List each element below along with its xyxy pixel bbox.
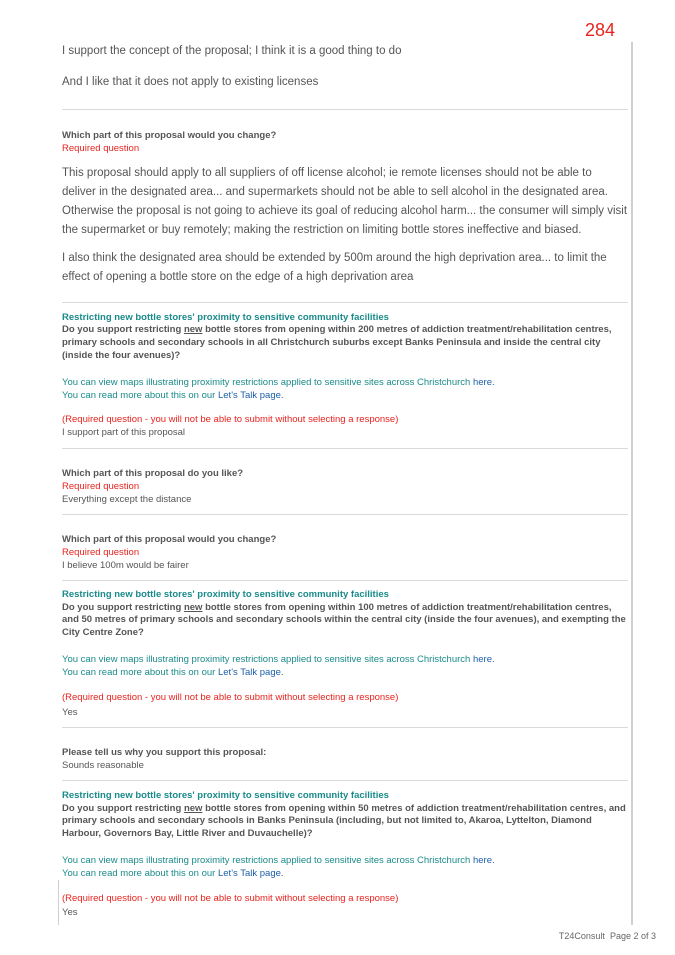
lets-talk-link-2[interactable]: Let's Talk page. bbox=[217, 666, 284, 678]
read-more-info-3: You can read more about this on our Let's Talk page. bbox=[62, 867, 284, 879]
underlined-new: new bbox=[183, 601, 203, 613]
maps-link-2[interactable]: here. bbox=[472, 653, 495, 665]
like-answer: Everything except the distance bbox=[62, 493, 192, 505]
divider bbox=[62, 448, 628, 449]
intro-answer-line-1: I support the concept of the proposal; I think it is a good thing to do bbox=[62, 45, 402, 57]
section-heading-1: Restricting new bottle stores' proximity to sensitive community facilities bbox=[62, 311, 389, 323]
maps-info-3: You can view maps illustrating proximity restrictions applied to sensitive sites across Christchurch here. bbox=[62, 854, 495, 866]
divider bbox=[62, 780, 628, 781]
proposal-question-2: Do you support restricting new bottle stores from opening within 100 metres of addiction treatment/rehabilitation centres, and 50 metres of primary schools and secondary schools within the central city (inside the four avenues), and exempting the City Centre Zone? bbox=[62, 601, 626, 639]
change-question-1: Which part of this proposal would you change? bbox=[62, 130, 277, 141]
footer-brand: T24Consult bbox=[558, 931, 605, 941]
required-note-2: (Required question - you will not be able to submit without selecting a response) bbox=[62, 691, 399, 703]
section-heading-3: Restricting new bottle stores' proximity to sensitive community facilities bbox=[62, 789, 389, 801]
lets-talk-link-1[interactable]: Let's Talk page. bbox=[217, 389, 284, 401]
lets-talk-link-3[interactable]: Let's Talk page. bbox=[217, 867, 284, 879]
required-label-1: Required question bbox=[62, 142, 140, 154]
proposal-answer-1: I support part of this proposal bbox=[62, 427, 186, 439]
why-question: Please tell us why you support this proposal: bbox=[62, 747, 267, 759]
intro-answer-line-2: And I like that it does not apply to existing licenses bbox=[62, 76, 319, 88]
proposal-question-3: Do you support restricting new bottle stores from opening within 50 metres of addiction treatment/rehabilitation centres, and primary schools and secondary schools in Banks Peninsula (including, but not limited to, Akaroa, Lyttelton, Diamond Harbour, Governors Bay, Little River and Duvauchelle)? bbox=[62, 802, 626, 840]
divider bbox=[62, 514, 628, 515]
required-note-1: (Required question - you will not be able to submit without selecting a response) bbox=[62, 414, 399, 426]
change-answer-paragraph-2: I also think the designated area should be extended by 500m around the high deprivation area... to limit the effect of opening a bottle store on the edge of a high deprivation area bbox=[62, 251, 607, 283]
underlined-new: new bbox=[183, 324, 203, 336]
right-border-rule bbox=[631, 42, 633, 925]
maps-info-2: You can view maps illustrating proximity restrictions applied to sensitive sites across Christchurch here. bbox=[62, 653, 495, 665]
section-heading-2: Restricting new bottle stores' proximity to sensitive community facilities bbox=[62, 588, 389, 600]
proposal-question-1: Do you support restricting new bottle stores from opening within 200 metres of addiction treatment/rehabilitation centres, primary schools and secondary schools in all Christchurch suburbs except Banks Peninsula and inside the central city (inside the four avenues)? bbox=[62, 324, 612, 361]
page-footer bbox=[559, 931, 656, 941]
change-answer-2: I believe 100m would be fairer bbox=[62, 559, 189, 571]
proposal-answer-2: Yes bbox=[62, 707, 78, 719]
maps-link-1[interactable]: here. bbox=[472, 376, 495, 388]
left-border-rule bbox=[58, 880, 59, 925]
like-question: Which part of this proposal do you like? bbox=[62, 467, 244, 479]
required-label-2: Required question bbox=[62, 480, 140, 492]
footer-page: Page 2 of 3 bbox=[609, 931, 656, 941]
survey-response-content bbox=[62, 42, 628, 920]
underlined-new: new bbox=[183, 802, 203, 814]
read-more-info-1: You can read more about this on our Let's Talk page. bbox=[62, 389, 284, 401]
required-note-3: (Required question - you will not be able to submit without selecting a response) bbox=[62, 892, 399, 904]
divider bbox=[62, 109, 628, 110]
divider bbox=[62, 302, 628, 303]
proposal-answer-3: Yes bbox=[62, 907, 78, 919]
divider bbox=[62, 727, 628, 728]
page-number: 284 bbox=[585, 20, 616, 40]
change-answer-paragraph-1: This proposal should apply to all suppliers of off license alcohol; ie remote licenses should not be able to deliver in the designated area... and supermarkets should not be able to sell alcohol in the designated area. Otherwise the proposal is not going to achieve its goal of reducing alcohol harm... the consumer will simply visit the supermarket or buy remotely; making the restriction on limiting bottle stores ineffective and biased. bbox=[62, 166, 628, 236]
maps-info-1: You can view maps illustrating proximity restrictions applied to sensitive sites across Christchurch here. bbox=[62, 376, 495, 388]
why-answer: Sounds reasonable bbox=[62, 759, 144, 771]
maps-link-3[interactable]: here. bbox=[472, 854, 495, 866]
required-label-3: Required question bbox=[62, 547, 140, 559]
divider bbox=[62, 580, 628, 581]
read-more-info-2: You can read more about this on our Let's Talk page. bbox=[62, 666, 284, 678]
change-question-2: Which part of this proposal would you change? bbox=[62, 534, 277, 546]
